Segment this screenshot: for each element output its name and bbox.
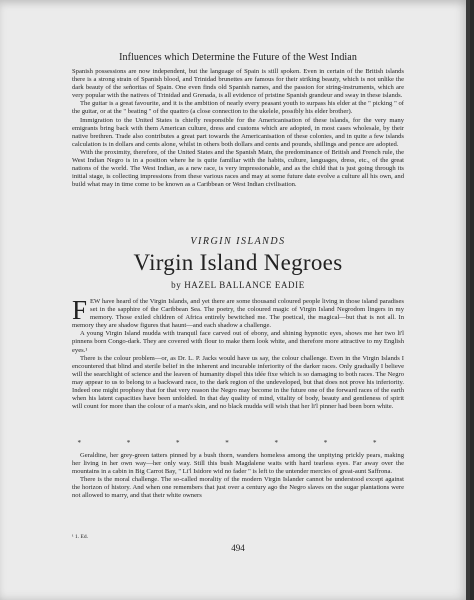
- top-article-text: [72, 68, 404, 189]
- byline: by HAZEL BALLANCE EADIE: [171, 280, 305, 290]
- section-break: * * * * * * *: [77, 439, 399, 447]
- paragraph: There is the colour problem—or, as Dr. L. P. Jacks would have us say, the colour challenge. Even in the Virgin Islands I encountered that blind and sterile belief in the inherent and incurable inferiority of the darker races. Only gradually I believe will the searchlight of science and the leaven of humanity dispel this idée fixe which is so damaging to both races. The Negro may appear to us to belong to a backward race, to the dark region of the undeveloped, but that does not prove his inferiority. Indeed one might prophesy that for that very reason the Negro may become in the future one of the forward races of the earth when his latent capacities have been unfolded. In that day quality of mind, vitality of body, beauty and gentleness of spirit will count for more than the colour of a man's skin, and no black mudda will wish that her li'l pinner had been born white.: [72, 354, 404, 411]
- section-kicker: VIRGIN ISLANDS: [190, 236, 286, 247]
- paragraph: Spanish possessions are now independent, but the language of Spain is still spoken. Even in certain of the British islands there is a strong strain of Spanish blood, and Trinidad brunettes are famous for their striking beauty, which is not unlike the dark beauty of the señoritas of Spain. One even finds old Spanish names, and the passion for string-instruments, which are very popular with the natives of Trinidad and Grenada, is all evidence of pristine Spanish grandeur and sway in these islands.: [72, 68, 404, 100]
- paragraph: Immigration to the United States is chiefly responsible for the Americanisation of these islands, for the very many emigrants bring back with them American culture, dress and customs which are adopted, in most cases wholesale, by their native brethren. Trade also contributes a great part towards the Americanisation of these colonies, and in quite a few islands calculation is in dollars and cents alone, whilst in others both dollars and cents and pounds, shillings and pence are adopted.: [72, 116, 404, 148]
- paragraph: With the proximity, therefore, of the United States and the Spanish Main, the predominance of British and French rule, the West Indian Negro is in a position where he is quite familiar with the habits, culture, languages, dress, etc., of the great nations of the world. The West Indian, as a new race, is very impressionable, and as the child that is just going through its initial stage, is collecting impressions from these various races and may at some future date evolve a culture all his own, and build what may in time come to be known as a Caribbean or West Indian civilisation.: [72, 148, 404, 189]
- drop-cap: F: [72, 295, 88, 325]
- paragraph-text: EW have heard of the Virgin Islands, and yet there are some thousand coloured people living in those island paradises set in the sapphire of the Caribbean Sea. The poetry, the coloured magic of Virgin Island Negrodom lingers in my memory. Those exiled children of Africa entirely bewitched me. The poetical, the magical—but that is not all. In memory they are shadow figures that haunt—and each shadow a challenge.: [72, 298, 404, 330]
- paragraph: Geraldine, her grey-green tatters pinned by a bush thorn, wanders homeless among the unpitying prickly pears, making her living in her own way—her only way. Still this bush Magdalene waits with hard tearless eyes. Far away over the mountains in a cabin in Big Carrot Bay, " Li'l Isidore wid no fader " is left to the untender mercies of great-aunt Saffrona.: [72, 452, 404, 476]
- footnote: ¹ 1. Ed.: [72, 534, 89, 540]
- paragraph: A young Virgin Island mudda with tranquil face carved out of ebony, and shining hypnotic eyes, shows me her two li'l pinnens born Congo-dark. They are covered with flour to make them look white, and therefore more attractive to my English eyes.¹: [72, 330, 404, 354]
- paragraph: The guitar is a great favourite, and it is the ambition of nearly every peasant youth to surpass his elder at the " picking " of the guitar, or at the " beating " of the quattro (a close connection to the ukelele, possibly his elder brother).: [72, 100, 404, 116]
- page-edge: [466, 0, 470, 600]
- article-title: Virgin Island Negroes: [133, 250, 343, 275]
- article-continued: [72, 452, 404, 501]
- paragraph: [72, 295, 404, 330]
- running-head: Influences which Determine the Future of the West Indian: [119, 52, 357, 63]
- paragraph: There is the moral challenge. The so-called morality of the modern Virgin Islander cannot be understood except against the horizon of history. And when one remembers that just over a century ago the Negro slaves on the sugar plantations were not allowed to marry, and that their white owners: [72, 476, 404, 500]
- article-body: [72, 295, 404, 411]
- page-number: 494: [231, 543, 245, 553]
